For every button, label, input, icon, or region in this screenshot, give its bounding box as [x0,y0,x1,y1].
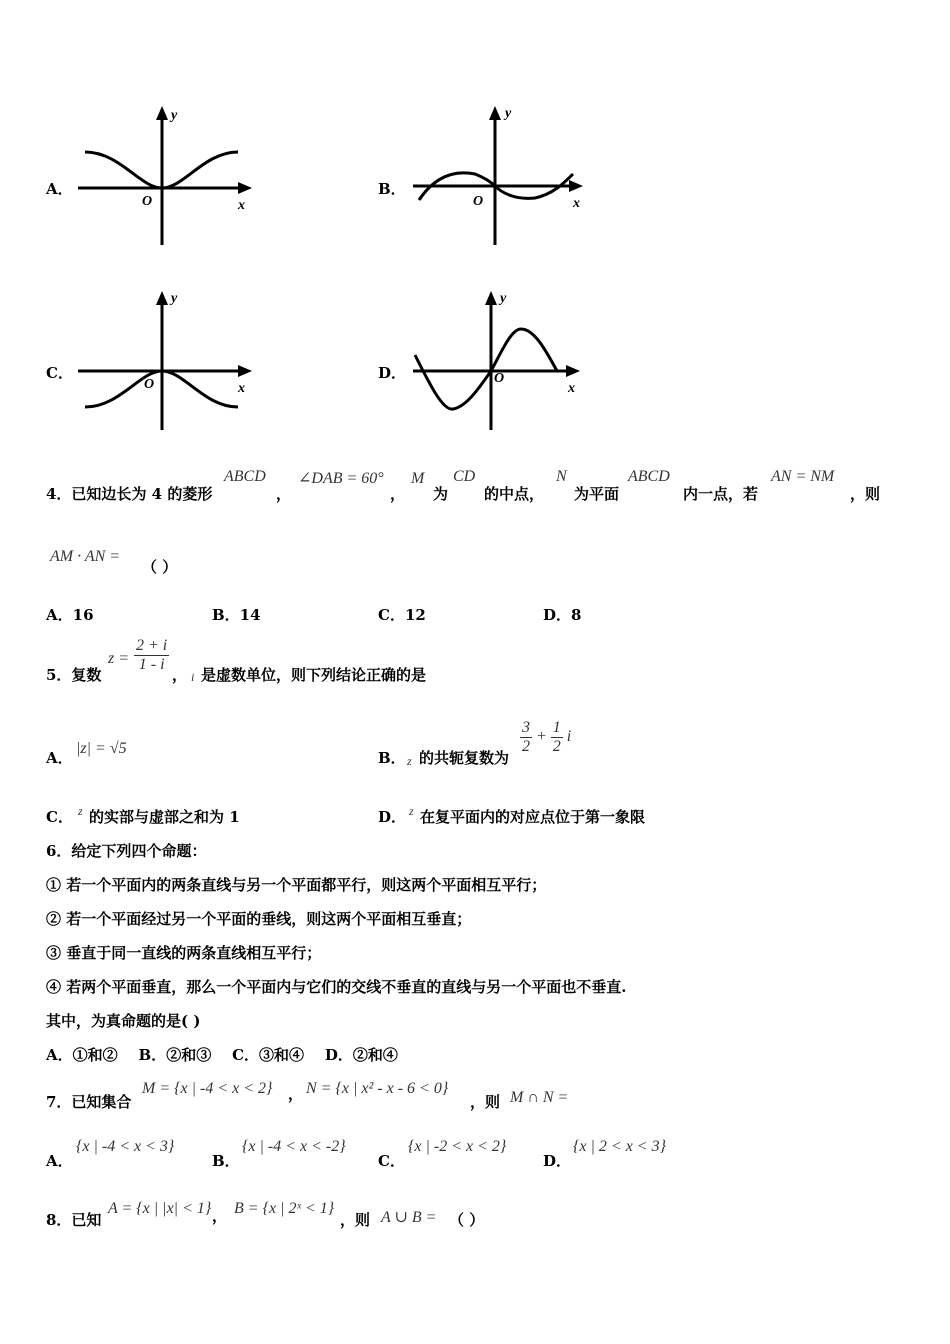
q4-m: M [411,470,425,487]
graph-d [405,285,595,435]
q6-item-1: ① 若一个平面内的两条直线与另一个平面都平行，则这两个平面相互平行； [46,876,547,894]
q7-n-set: N = {x | x² - x - 6 < 0} [306,1080,449,1097]
q7-sep: ， [288,1085,304,1103]
graph-b-origin-label: O [473,194,484,209]
graph-b [405,100,595,250]
q4-cd: CD [453,468,476,485]
q6-item-2: ② 若一个平面经过另一个平面的垂线，则这两个平面相互垂直； [46,910,472,928]
q4-expr: AM · AN = [50,548,121,565]
q7-option-d-set: {x | 2 < x < 3} [573,1138,666,1155]
q5-option-c-letter: C． [46,808,73,826]
q5-suffix: 是虚数单位，则下列结论正确的是 [201,666,427,684]
q5-b-den2: 2 [552,738,561,755]
q5-fraction [134,637,169,674]
q4-n: N [556,468,567,485]
q5-option-c-z: z [78,804,83,818]
q5-comma: ， [172,666,188,684]
q5-option-b-letter: B． [378,749,406,767]
q5-denominator: 1 - i [138,656,165,673]
graph-c [70,285,260,435]
q5-i: i [191,670,195,684]
q4-abcd-2: ABCD [628,468,670,485]
q4-wei: 为 [433,485,449,503]
q4-option-d: D．8 [543,606,582,624]
q5-option-d-letter: D． [378,808,407,826]
q8-b-set: B = {x | 2ˣ < 1} [234,1200,335,1217]
graph-a-y-label: y [171,108,178,123]
q7-option-c-set: {x | -2 < x < 2} [408,1138,507,1155]
graph-a [70,100,260,250]
option-b-letter: B． [378,180,406,198]
q5-z: z = [108,650,130,667]
q8-sep: ， [212,1207,228,1225]
q5-option-c-text: 的实部与虚部之和为 1 [89,808,240,826]
q7-expr: M ∩ N = [510,1089,569,1106]
q4-then: ，则 [850,485,881,503]
graph-c-x-label: x [238,381,245,396]
q4-option-a: A．16 [46,606,94,624]
q4-option-b: B．14 [212,606,261,624]
q5-numerator: 2 + i [136,637,168,654]
q8-paren: （ ） [449,1211,485,1229]
q6-question: 其中，为真命题的是( ) [46,1012,201,1030]
q5-b-i: i [566,728,572,746]
graph-d-x-label: x [568,381,575,396]
q7-option-a-set: {x | -4 < x < 3} [76,1138,175,1155]
q7-prefix: 7．已知集合 [46,1093,132,1111]
option-c-letter: C． [46,364,73,382]
option-a-letter: A． [46,180,73,198]
graph-c-y-label: y [171,291,178,306]
q5-b-num2: 1 [552,719,561,736]
q7-option-d-letter: D． [543,1152,572,1170]
q5-option-a-letter: A． [46,749,73,767]
graph-b-y-label: y [505,106,512,121]
q4-mid: 的中点， [484,485,545,503]
q8-then: ，则 [340,1211,371,1229]
q4-angle: ∠DAB = 60° [298,470,384,487]
q5-b-plus: + [536,728,547,746]
graph-a-origin-label: O [142,194,153,209]
q4-paren: （ ） [142,558,178,576]
q5-option-d-text: 在复平面内的对应点位于第一象限 [420,808,646,826]
q4-plane: 为平面 [574,485,620,503]
q4-prefix: 4．已知边长为 4 的菱形 [46,485,213,503]
graph-b-x-label: x [573,196,580,211]
q8-a-set: A = {x | |x| < 1} [108,1200,212,1217]
q4-option-c: C．12 [378,606,426,624]
q5-option-b-conj [520,719,571,756]
q6-title: 6．给定下列四个命题： [46,842,207,860]
q6-item-3: ③ 垂直于同一直线的两条直线相互平行； [46,944,322,962]
q6-options: A．①和② B．②和③ C．③和④ D．②和④ [46,1046,398,1064]
q7-option-b-set: {x | -4 < x < -2} [242,1138,346,1155]
q4-abcd: ABCD [224,468,266,485]
q4-inside: 内一点，若 [683,485,759,503]
q5-option-b-z: z [407,754,412,768]
q5-option-b-text: 的共轭复数为 [419,749,510,767]
q6-item-4: ④ 若两个平面垂直，那么一个平面内与它们的交线不垂直的直线与另一个平面也不垂直. [46,978,627,996]
q8-prefix: 8．已知 [46,1211,102,1229]
q7-m-set: M = {x | -4 < x < 2} [142,1080,273,1097]
q4-comma-2: ， [390,485,406,503]
q7-option-b-letter: B． [212,1152,240,1170]
q5-b-num1: 3 [522,719,530,736]
q7-then: ，则 [470,1093,501,1111]
q7-option-a-letter: A． [46,1152,73,1170]
q5-option-a-math: |z| = √5 [76,740,127,757]
q8-expr: A ∪ B = [381,1209,437,1226]
option-d-letter: D． [378,364,407,382]
q5-option-d-z: z [409,804,414,818]
graph-a-x-label: x [238,198,245,213]
q4-comma-1: ， [276,485,292,503]
q5-prefix: 5．复数 [46,666,102,684]
graph-c-origin-label: O [144,377,155,392]
q4-eq: AN = NM [771,468,835,485]
graph-d-origin-label: O [494,371,505,386]
q7-option-c-letter: C． [378,1152,405,1170]
q5-b-den1: 2 [522,738,530,755]
graph-d-y-label: y [500,291,507,306]
